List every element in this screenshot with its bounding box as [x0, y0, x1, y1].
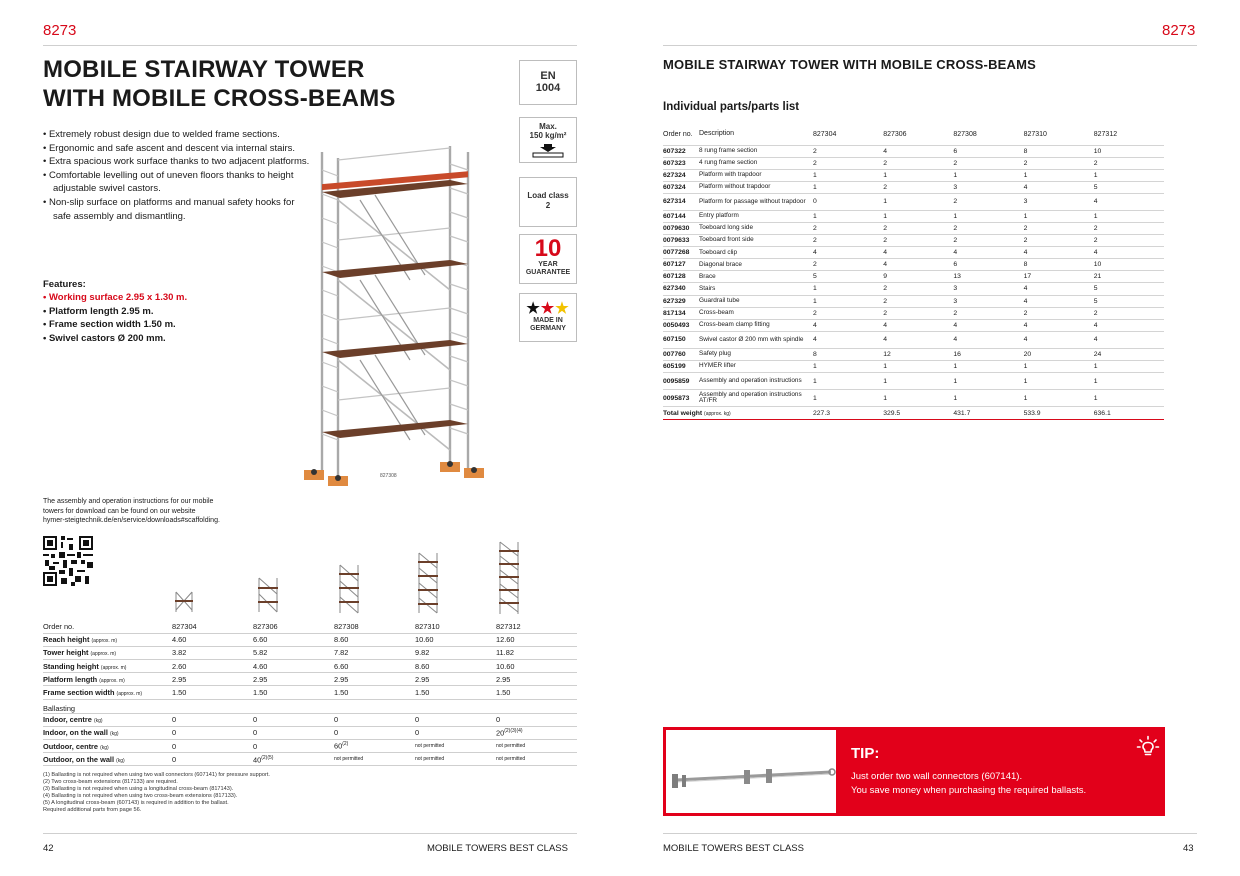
assembly-instructions-note: The assembly and operation instructions for our mobile towers for download can be found on our website hymer-steigtechnik.de/en/service/downloads#scaffolding.	[43, 498, 220, 524]
tower-illustration	[300, 140, 500, 490]
total-weight-row: Total weight (approx. kg) 227.3 329.5 431.7 533.9 636.1	[663, 407, 1164, 420]
table-row: 607323 4 rung frame section 2 2 2 2 2	[663, 157, 1164, 169]
star-icon: ★★★	[526, 300, 570, 317]
right-page	[620, 0, 1240, 876]
tip-heading: TIP:	[851, 745, 880, 762]
table-row: 605199 HYMER lifter 1 1 1 1 1	[663, 360, 1164, 372]
parts-list-heading: Individual parts/parts list	[663, 101, 800, 113]
table-row: Reach height (approx. m) 4.60 6.60 8.60 10.60 12.60	[43, 633, 577, 646]
table-header: Order no. Description 827304 827306 827308 827310 827312	[663, 124, 1164, 145]
max-load-badge: Max. 150 kg/m²	[519, 117, 577, 163]
footer-text: MOBILE TOWERS BEST CLASS	[663, 843, 804, 854]
tower-thumb-827304	[173, 590, 195, 614]
table-row: Indoor, on the wall (kg) 0 0 0 0 $20^{(2)(3)(4)}$	[43, 726, 577, 739]
table-row: 0095873 Assembly and operation instructions AT/FR 1 1 1 1 1	[663, 390, 1164, 407]
table-row: 817134 Cross-beam 2 2 2 2 2	[663, 307, 1164, 319]
table-row: 607144 Entry platform 1 1 1 1 1	[663, 210, 1164, 222]
tower-thumb-827306	[256, 576, 280, 614]
page-code: 8273	[43, 22, 77, 39]
bullet-item: • Ergonomic and safe ascent and descent via internal stairs.	[43, 142, 296, 154]
footer-divider	[663, 833, 1197, 834]
table-row: 627340 Stairs 1 2 3 4 5	[663, 283, 1164, 295]
ballasting-heading-row: Ballasting	[43, 699, 577, 713]
lightbulb-icon	[1136, 735, 1160, 759]
guarantee-badge: 10 YEAR GUARANTEE	[519, 234, 577, 284]
table-row: 627324 Platform with trapdoor 1 1 1 1 1	[663, 169, 1164, 181]
spec-table	[43, 620, 577, 766]
table-row: 007760 Safety plug 8 12 16 20 24	[663, 348, 1164, 360]
tower-thumb-827308	[337, 563, 361, 615]
page-number: 43	[1183, 843, 1194, 854]
tip-text: Just order two wall connectors (607141). You save money when purchasing the required ballasts.	[851, 771, 1087, 796]
guarantee-number: 10	[534, 235, 562, 262]
table-row: 0095859 Assembly and operation instructions 1 1 1 1 1	[663, 373, 1164, 390]
divider	[663, 45, 1197, 46]
features-list	[43, 291, 187, 345]
table-row: Indoor, centre (kg) 0 0 0 0 0	[43, 713, 577, 726]
qr-code-icon[interactable]	[43, 536, 93, 586]
bullet-item: • Extremely robust design due to welded frame sections.	[43, 129, 280, 140]
table-row: Frame section width (approx. m) 1.50 1.50 1.50 1.50 1.50	[43, 686, 577, 699]
footer-text: MOBILE TOWERS BEST CLASS	[427, 843, 568, 854]
feature-item: • Swivel castors Ø 200 mm.	[43, 332, 166, 344]
page-title: MOBILE STAIRWAY TOWER WITH MOBILE CROSS-BEAMS	[663, 57, 1037, 72]
page-code: 8273	[1162, 22, 1196, 39]
table-row: 607127 Diagonal brace 2 4 6 8 10	[663, 259, 1164, 271]
table-row: 607322 8 rung frame section 2 4 6 8 10	[663, 145, 1164, 157]
table-row: 0077268 Toeboard clip 4 4 4 4 4	[663, 247, 1164, 259]
en-1004-badge: EN 1004	[519, 60, 577, 105]
table-row: 607128 Brace 5 9 13 17 21	[663, 271, 1164, 283]
bullet-item: • Non-slip surface on platforms and manual safety hooks for safe assembly and dismantling.	[43, 196, 295, 222]
feature-item: • Frame section width 1.50 m.	[43, 319, 176, 331]
table-row: 0079630 Toeboard long side 2 2 2 2 2	[663, 222, 1164, 234]
page-number: 42	[43, 843, 54, 854]
table-row: Outdoor, on the wall (kg) 0 $40^{(2)(5)}$ not permitted not permitted not permitted	[43, 753, 577, 766]
footer-divider	[43, 833, 577, 834]
table-row: 607324 Platform without trapdoor 1 2 3 4 5	[663, 181, 1164, 193]
table-row: Platform length (approx. m) 2.95 2.95 2.95 2.95 2.95	[43, 673, 577, 686]
feature-bullets	[43, 128, 313, 223]
table-row: 627314 Platform for passage without trapdoor 0 1 2 3 4	[663, 193, 1164, 210]
table-row: Outdoor, centre (kg) 0 0 60$^{(2)}$ not permitted not permitted	[43, 740, 577, 753]
table-row: Tower height (approx. m) 3.82 5.82 7.82 9.82 11.82	[43, 646, 577, 659]
table-row: 0079633 Toeboard front side 2 2 2 2 2	[663, 235, 1164, 247]
tower-thumb-827310	[416, 551, 440, 615]
footnotes: (1) Ballasting is not required when using two wall connectors (607141) for pressure support. (2) Two cross-beam extensions (817133) are required. (3) Ballasting is not required when using a longitudinal cross-beam (817143). (4) Ballasting is not required when using two cross-beam extensions (817133). (5) A longitudinal cross-beam (607143) is required in addition to the ballast. Required additional parts from page 56.	[43, 772, 270, 813]
table-row: 627329 Guardrail tube 1 2 3 4 5	[663, 295, 1164, 307]
feature-item: • Platform length 2.95 m.	[43, 305, 154, 317]
tower-model-label: 827308	[380, 473, 397, 479]
bullet-item: • Extra spacious work surface thanks to two adjacent platforms.	[43, 156, 310, 168]
divider	[43, 45, 577, 46]
table-row: 0050493 Cross-beam clamp fitting 4 4 4 4 4	[663, 319, 1164, 331]
table-row: 607150 Swivel castor Ø 200 mm with spindle 4 4 4 4 4	[663, 331, 1164, 348]
table-header: Order no. 827304 827306 827308 827310 827312	[43, 620, 577, 633]
page-title: MOBILE STAIRWAY TOWER WITH MOBILE CROSS-BEAMS	[43, 56, 396, 112]
tip-box	[663, 727, 1165, 816]
wall-connector-illustration	[666, 730, 836, 813]
table-row: Standing height (approx. m) 2.60 4.60 6.60 8.60 10.60	[43, 660, 577, 673]
parts-table	[663, 124, 1164, 420]
wall-connector-image	[666, 730, 836, 813]
bullet-item: • Comfortable levelling out of uneven floors thanks to height adjustable swivel castors.	[43, 169, 294, 195]
made-in-germany-badge: ★★★ MADE IN GERMANY	[519, 293, 577, 342]
weight-icon	[528, 142, 568, 158]
tower-thumb-827312	[497, 540, 521, 616]
features-heading: Features:	[43, 279, 86, 290]
feature-item: • Working surface 2.95 x 1.30 m.	[43, 292, 188, 303]
load-class-badge: Load class 2	[519, 177, 577, 227]
